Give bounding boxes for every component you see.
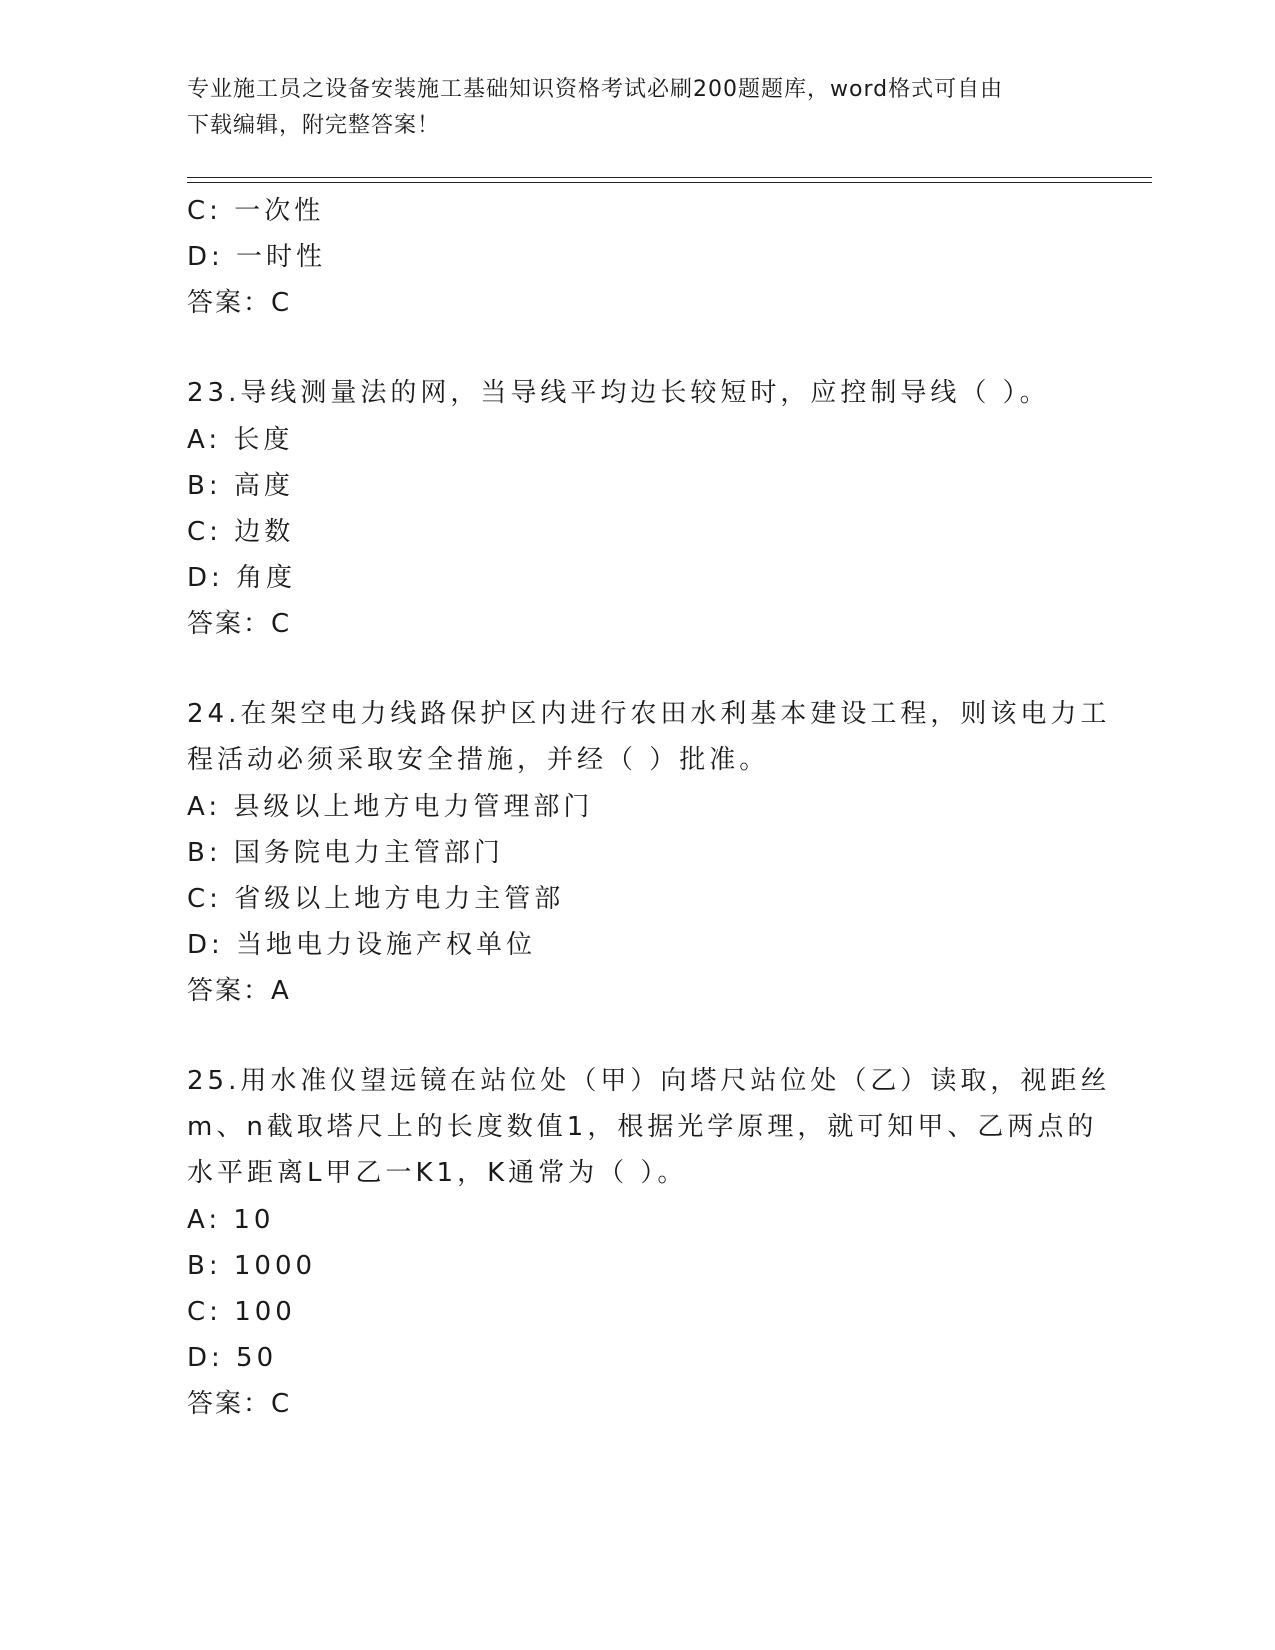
spacer: [187, 1014, 1087, 1059]
option-c: [187, 509, 1087, 555]
spacer: [187, 647, 1087, 692]
answer-line: 答案：C: [187, 609, 292, 639]
option-b: [187, 463, 1087, 509]
option-label: B:: [187, 838, 222, 868]
option-d: [187, 922, 1087, 968]
option-c: [187, 1289, 1087, 1335]
option-text: 100: [234, 1297, 296, 1327]
option-b: [187, 1243, 1087, 1289]
question-stem-line-2: m、n截取塔尺上的长度数值1，根据光学原理，就可知甲、乙两点的: [187, 1112, 1098, 1142]
question-stem-line-2: 程活动必须采取安全措施，并经（ ）批准。: [187, 745, 770, 775]
option-d: [187, 234, 1087, 280]
option-label: D:: [187, 930, 224, 960]
question-carryover: [187, 188, 1087, 326]
option-label: D:: [187, 1343, 224, 1373]
header-title-line-1: 专业施工员之设备安装施工基础知识资格考试必刷200题题库，word格式可自由: [187, 77, 1004, 102]
option-text: 角度: [236, 563, 297, 593]
question-stem: 23.导线测量法的网，当导线平均边长较短时，应控制导线（ ）。: [187, 378, 1050, 408]
header-divider-top: [187, 177, 1152, 178]
option-text: 县级以上地方电力管理部门: [233, 792, 594, 822]
option-d: [187, 555, 1087, 601]
option-c: [187, 188, 1087, 234]
option-text: 一时性: [236, 242, 327, 272]
option-a: [187, 1197, 1087, 1243]
option-a: [187, 417, 1087, 463]
option-text: 高度: [233, 471, 294, 501]
spacer: [187, 326, 1087, 371]
option-text: 长度: [233, 425, 294, 455]
option-d: [187, 1335, 1087, 1381]
option-label: B:: [187, 471, 222, 501]
option-text: 国务院电力主管部门: [233, 838, 504, 868]
option-text: 省级以上地方电力主管部: [234, 884, 565, 914]
question-24: [187, 692, 1111, 1014]
answer-line: 答案：C: [187, 1389, 292, 1419]
option-text: 50: [236, 1343, 278, 1373]
option-text: 一次性: [234, 196, 325, 226]
option-label: D:: [187, 563, 224, 593]
question-stem-line-1: 25.用水准仪望远镜在站位处（甲）向塔尺站位处（乙）读取，视距丝: [187, 1066, 1111, 1096]
answer-line: 答案：A: [187, 976, 291, 1006]
option-text: 1000: [233, 1251, 317, 1281]
option-label: A:: [187, 792, 222, 822]
option-label: C:: [187, 884, 222, 914]
header-title-line-2: 下载编辑，附完整答案！: [187, 113, 441, 138]
option-label: C:: [187, 517, 222, 547]
question-stem-line-1: 24.在架空电力线路保护区内进行农田水利基本建设工程，则该电力工: [187, 699, 1111, 729]
question-content: [187, 188, 1111, 1427]
option-text: 10: [233, 1205, 275, 1235]
option-b: [187, 830, 1087, 876]
question-25: [187, 1059, 1111, 1427]
document-header: [187, 72, 1067, 144]
option-label: A:: [187, 425, 222, 455]
option-label: C:: [187, 1297, 222, 1327]
answer-line: 答案：C: [187, 288, 292, 318]
option-text: 当地电力设施产权单位: [236, 930, 537, 960]
option-a: [187, 784, 1087, 830]
option-label: C:: [187, 196, 222, 226]
question-23: [187, 371, 1087, 647]
header-divider-bottom: [187, 182, 1152, 183]
option-label: A:: [187, 1205, 222, 1235]
option-label: D:: [187, 242, 224, 272]
option-label: B:: [187, 1251, 222, 1281]
option-text: 边数: [234, 517, 295, 547]
option-c: [187, 876, 1087, 922]
question-stem-line-3: 水平距离L甲乙一K1，K通常为（ ）。: [187, 1158, 688, 1188]
